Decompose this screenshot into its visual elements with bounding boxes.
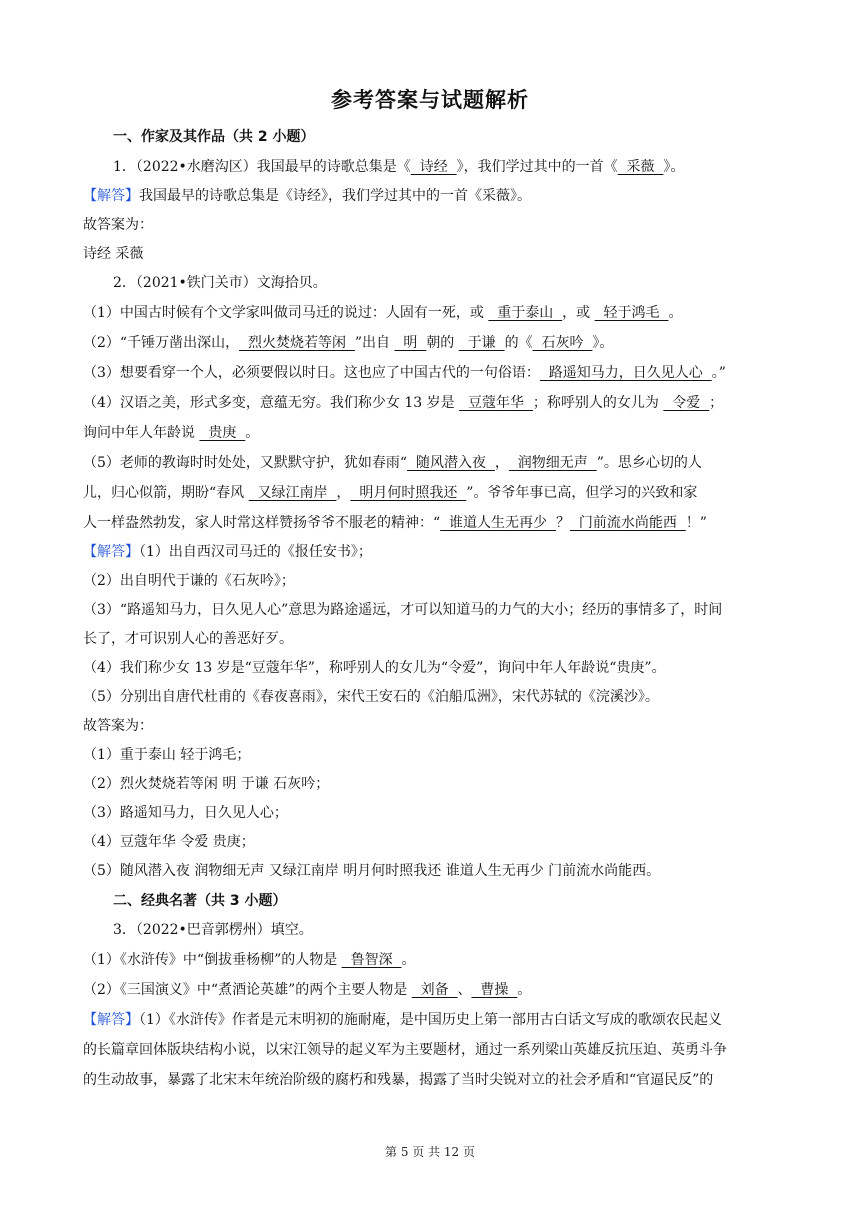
- question-2-item-5-cont: 儿，归心似箭，期盼“春风 又绿江南岸 ， 明月何时照我还 ”。爷爷年事已高，但学习的兴致和家: [83, 485, 698, 501]
- answer-blank: 又绿江南岸: [248, 485, 337, 501]
- solution-tag: 【解答】: [83, 544, 139, 560]
- answer-blank: 刘备: [411, 982, 458, 998]
- answer-blank: 谁道人生无再少: [440, 515, 556, 531]
- question-2-solution: 【解答】（1）出自西汉司马迁的《报任安书》；: [83, 544, 372, 560]
- solution-line: （5）分别出自唐代杜甫的《春夜喜雨》，宋代王安石的《泊船瓜洲》，宋代苏轼的《浣溪沙》。: [83, 689, 659, 705]
- solution-line: 长了，才可识别人心的善恶好歹。: [83, 631, 293, 647]
- question-2-item-2: （2）“千锤万凿出深山， 烈火焚烧若等闲 ”出自 明 朝的 于谦 的《 石灰吟 》。: [83, 335, 614, 351]
- answer-blank: 随风潜入夜: [407, 455, 495, 471]
- final-answer: （2）烈火焚烧若等闲 明 于谦 石灰吟；: [83, 776, 330, 792]
- final-answer: （4）豆蔻年华 令爱 贵庚；: [83, 834, 255, 850]
- answer-blank: 令爱: [663, 395, 710, 411]
- answer-blank: 豆蔻年华: [459, 395, 533, 411]
- final-answer: （5）随风潜入夜 润物细无声 又绿江南岸 明月何时照我还 谁道人生无再少 门前流水尚能西。: [83, 863, 661, 879]
- section-heading-2: 二、经典名著（共 3 小题）: [113, 893, 287, 909]
- question-2-item-4: （4）汉语之美，形式多变，意蕴无穷。我们称少女 13 岁是 豆蔻年华 ；称呼别人的女儿为 令爱 ；: [83, 395, 724, 411]
- answer-blank: 润物细无声: [508, 455, 597, 471]
- solution-line: 的生动故事，暴露了北宋末年统治阶级的腐朽和残暴，揭露了当时尖锐对立的社会矛盾和“官逼民反”的: [83, 1072, 714, 1088]
- answer-blank: 鲁智深: [341, 952, 402, 968]
- question-3-item-1: （1）《水浒传》中“倒拔垂杨柳”的人物是 鲁智深 。: [83, 952, 416, 968]
- solution-line: （4）我们称少女 13 岁是“豆蔻年华”，称呼别人的女儿为“令爱”，询问中年人年龄说“贵庚”。: [83, 660, 666, 676]
- answer-blank: 路遥知马力，日久见人心: [539, 365, 712, 381]
- answer-label: 故答案为：: [83, 718, 153, 734]
- solution-line: 的长篇章回体版块结构小说，以宋江领导的起义军为主要题材，通过一系列梁山英雄反抗压迫、英勇斗争: [83, 1042, 727, 1058]
- answer-blank: 门前流水尚能西: [569, 515, 686, 531]
- answer-blank: 明: [394, 335, 427, 351]
- page-number: 第 5 页 共 12 页: [385, 1145, 475, 1159]
- answer-blank: 采薇: [617, 159, 664, 175]
- question-3-solution: 【解答】（1）《水浒传》作者是元末明初的施耐庵，是中国历史上第一部用古白话文写成的歌颂农民起义: [83, 1012, 722, 1028]
- answer-blank: 重于泰山: [488, 305, 563, 321]
- answer-blank: 轻于鸿毛: [594, 305, 669, 321]
- question-1-solution: 【解答】我国最早的诗歌总集是《诗经》，我们学过其中的一首《采薇》。: [83, 188, 531, 204]
- solution-line: （3）“路遥知马力，日久见人心”意思为路途遥远，才可以知道马的力气的大小；经历的事情多了，时间: [83, 602, 723, 618]
- question-3-item-2: （2）《三国演义》中“煮酒论英雄”的两个主要人物是 刘备 、 曹操 。: [83, 982, 532, 998]
- solution-tag: 【解答】: [83, 188, 139, 204]
- final-answer: （1）重于泰山 轻于鸿毛；: [83, 747, 251, 763]
- question-2-item-3: （3）想要看穿一个人，必须要假以时日。这也应了中国古代的一句俗语： 路遥知马力，日久见人心 。”: [83, 365, 726, 381]
- question-2-item-4-cont: 询问中年人年龄说 贵庚 。: [83, 425, 260, 441]
- answer-blank: 石灰吟: [532, 335, 593, 351]
- answer-blank: 明月何时照我还: [350, 485, 467, 501]
- solution-line: （2）出自明代于谦的《石灰吟》；: [83, 573, 295, 589]
- answer-blank: 曹操: [471, 982, 518, 998]
- answer-label: 故答案为：: [83, 217, 153, 233]
- answer-blank: 诗经: [410, 159, 457, 175]
- answer-blank: 贵庚: [199, 425, 246, 441]
- answer-blank: 于谦: [458, 335, 505, 351]
- final-answer: 诗经 采薇: [83, 246, 144, 262]
- question-1-stem: 1．（2022•水磨沟区）我国最早的诗歌总集是《 诗经 》，我们学过其中的一首《 采薇 》。: [113, 159, 685, 175]
- question-2-item-1: （1）中国古时候有个文学家叫做司马迁的说过：人固有一死，或 重于泰山 ，或 轻于鸿毛 。: [83, 305, 683, 321]
- solution-tag: 【解答】: [83, 1012, 139, 1028]
- question-2-item-5-cont2: 人一样盎然勃发，家人时常这样赞扬爷爷不服老的精神：“ 谁道人生无再少 ？ 门前流水尚能西 ！”: [83, 515, 707, 531]
- question-2-item-5: （5）老师的教诲时时处处，又默默守护，犹如春雨“ 随风潜入夜 ， 润物细无声 ”。思乡心切的人: [83, 455, 702, 471]
- final-answer: （3）路遥知马力，日久见人心；: [83, 805, 288, 821]
- answer-blank: 烈火焚烧若等闲: [239, 335, 355, 351]
- question-3-stem: 3．（2022•巴音郭楞州）填空。: [113, 922, 313, 938]
- question-2-stem: 2．（2021•铁门关市）文海拾贝。: [113, 275, 327, 291]
- page-title: 参考答案与试题解析: [331, 88, 529, 112]
- section-heading-1: 一、作家及其作品（共 2 小题）: [113, 129, 315, 145]
